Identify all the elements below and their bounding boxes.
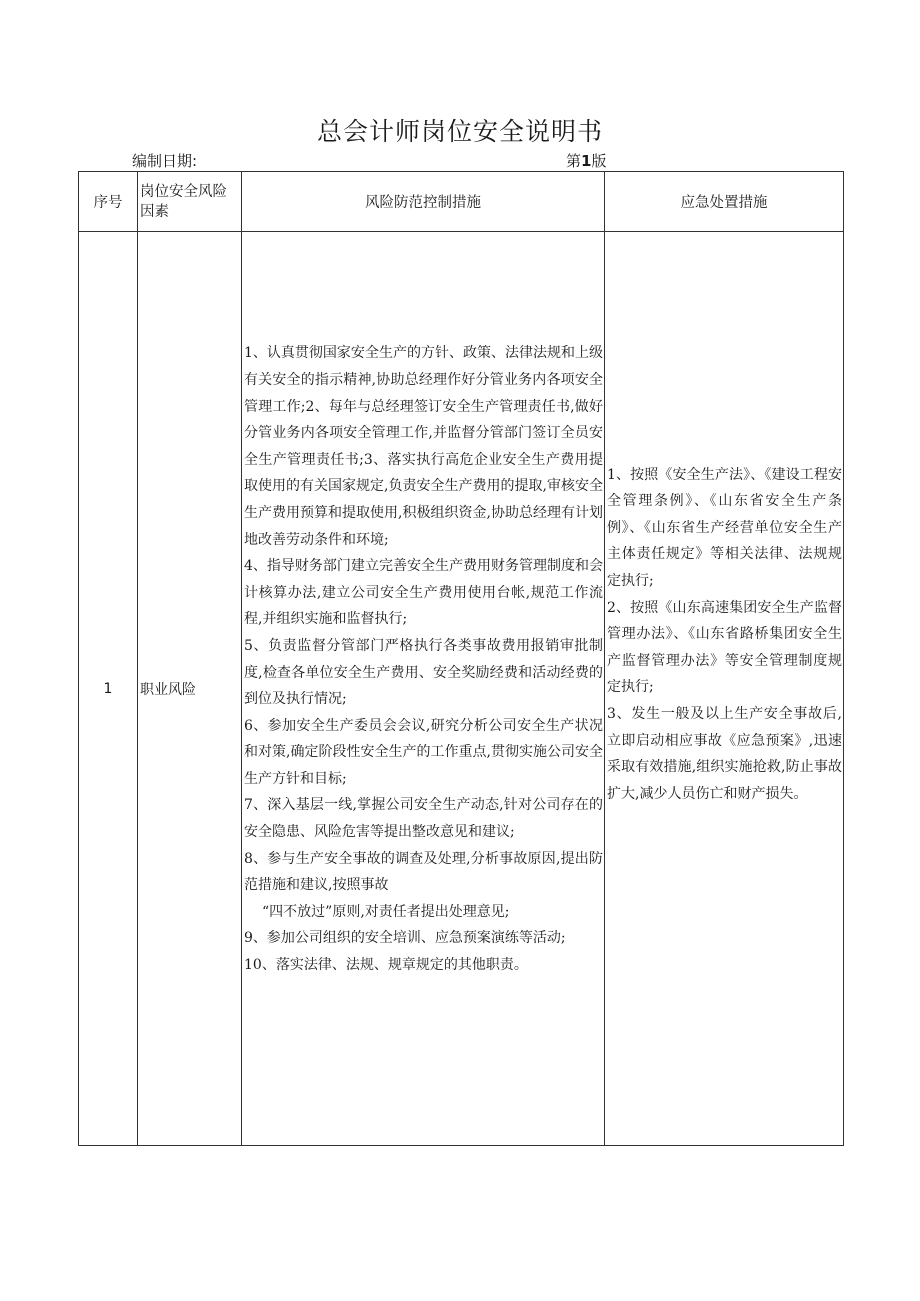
header-no: 序号: [79, 172, 138, 232]
control-measure-item: “四不放过”原则,对责任者提出处理意见;: [262, 903, 510, 920]
version-number: 1: [581, 152, 592, 170]
row-emergency-measures-cell: [605, 232, 844, 1146]
header-emergency-measures: 应急处置措施: [605, 172, 844, 232]
header-control-measures: 风险防范控制措施: [242, 172, 605, 232]
emergency-measure-item: 1、按照《安全生产法》、《建设工程安全管理条例》、《山东省安全生产条例》、《山东省生产经营单位安全生产主体责任规定》等相关法律、法规规定执行;: [607, 466, 842, 590]
emergency-measure-item: 2、按照《山东高速集团安全生产监督管理办法》、《山东省路桥集团安全生产监督管理办法》等安全管理制度规定执行;: [607, 599, 842, 696]
control-measure-item: 4、指导财务部门建立完善安全生产费用财务管理制度和会计核算办法,建立公司安全生产费用使用台帐,规范工作流程,并组织实施和监督执行;: [244, 558, 603, 628]
version-label: [566, 150, 606, 171]
table-row: [79, 232, 844, 1146]
control-measure-item: 10、落实法律、法规、规章规定的其他职责。: [244, 957, 528, 974]
control-measure-item: 1、认真贯彻国家安全生产的方针、政策、法律法规和上级有关安全的指示精神,协助总经理作好分管业务内各项安全管理工作;2、每年与总经理签订安全生产管理责任书,做好分管业务内各项安全管理工作,并监督分管部门签订全员安全生产管理责任书;3、落实执行高危企业安全生产费用提取使用的有关国家规定,负责安全生产费用的提取,审核安全生产费用预算和提取使用,积极组织资金,协助总经理有计划地改善劳动条件和环境;: [244, 345, 603, 548]
safety-table: [78, 171, 844, 1146]
control-measure-item: 6、参加安全生产委员会会议,研究分析公司安全生产状况和对策,确定阶段性安全生产的工作重点,贯彻实施公司安全生产方针和目标;: [244, 717, 603, 787]
control-measure-item: 5、负责监督分管部门严格执行各类事故费用报销审批制度,检查各单位安全生产费用、安全奖励经费和活动经费的到位及执行情况;: [244, 637, 603, 708]
control-measure-item: 7、深入基层一线,掌握公司安全生产动态,针对公司存在的安全隐患、风险危害等提出整改意见和建议;: [244, 797, 603, 841]
compile-date-label: 编制日期:: [132, 152, 198, 170]
document-title: 总会计师岗位安全说明书: [316, 117, 603, 146]
table-header-row: [79, 172, 844, 232]
version-prefix: 第: [566, 152, 582, 170]
control-measure-item: 9、参加公司组织的安全培训、应急预案演练等活动;: [244, 930, 566, 947]
emergency-measures-list: [605, 462, 843, 808]
control-measure-item: 8、参与生产安全事故的调查及处理,分析事故原因,提出防范措施和建议,按照事故: [244, 850, 603, 894]
emergency-measure-item: 3、发生一般及以上生产安全事故后,立即启动相应事故《应急预案》,迅速采取有效措施,组织实施抢救,防止事故扩大,减少人员伤亡和财产损失。: [607, 705, 842, 802]
header-risk-factor: 岗位安全风险因素: [138, 172, 242, 232]
row-no: 1: [79, 232, 138, 1146]
control-measures-list: [242, 340, 604, 978]
version-suffix: 版: [591, 152, 607, 170]
row-control-measures-cell: [242, 232, 605, 1146]
row-risk-factor: 职业风险: [138, 232, 242, 1146]
